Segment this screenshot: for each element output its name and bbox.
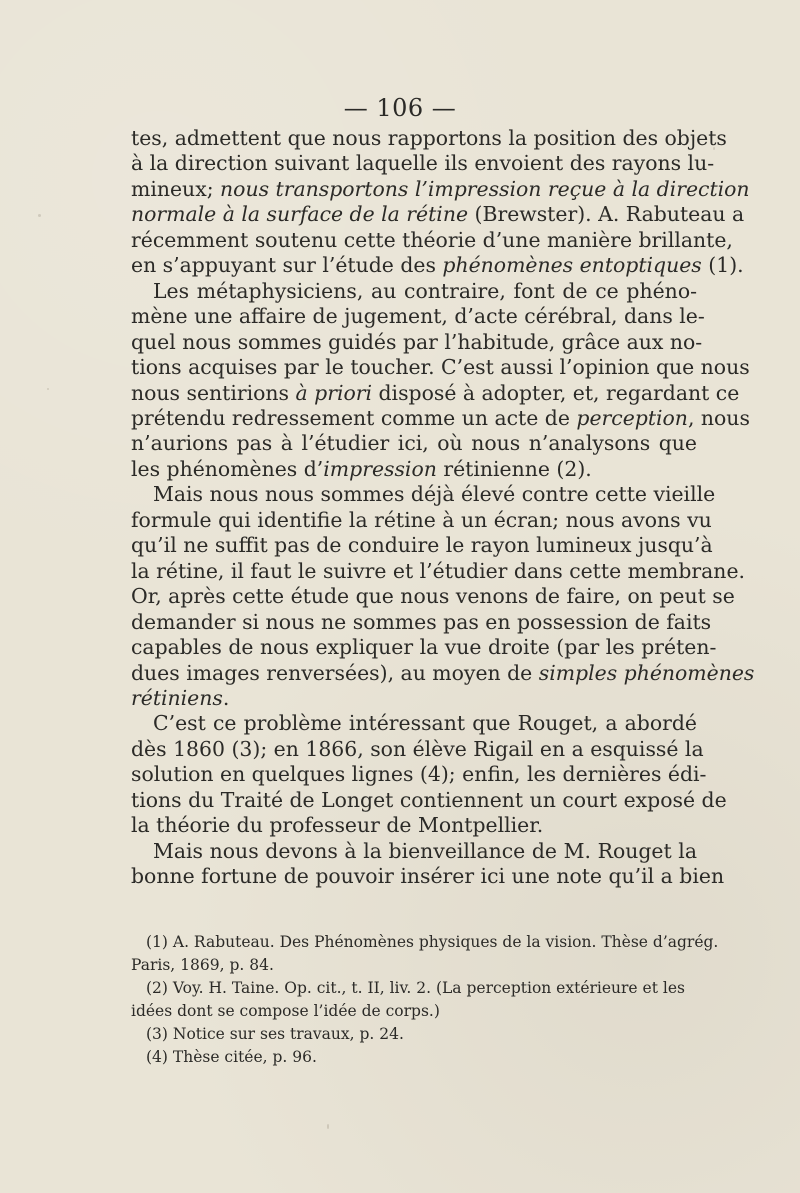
text-line [131,558,745,584]
text-segment: rétinienne (2). [436,456,592,481]
footnotes [131,931,719,1069]
text-segment: (Brewster). A. Rabuteau a [468,202,745,227]
body-text [131,126,755,890]
text-segment: qu’il ne suffit pas de conduire le rayon lumineux jusqu’à [131,533,713,558]
text-line [131,202,745,227]
text-segment: dues images renversées), au moyen de [131,660,539,685]
text-segment: tions du Traité de Longet contiennent un court exposé de [131,787,727,812]
text-segment: en s’appuyant sur l’étude des [131,253,443,278]
text-line [131,380,740,406]
text-line [131,176,750,202]
text-line [131,482,716,507]
italic-text: rétiniens [131,685,223,710]
text-line [131,253,744,278]
text-segment: nous sentirions [131,380,296,405]
text-segment: demander si nous ne sommes pas en possession de faits [131,609,712,634]
text-line [131,151,715,176]
italic-text: phénomènes entoptiques [442,253,702,278]
paper-speck [327,1124,329,1129]
text-segment: Les métaphysiciens, au contraire, font de ce phéno- [153,278,697,303]
text-segment: prétendu redressement comme un acte de [131,405,577,430]
text-segment: bonne fortune de pouvoir insérer ici une note qu’il a bien [131,864,725,889]
text-segment: quel nous sommes guidés par l’habitude, grâce aux no- [131,329,703,354]
text-segment: les phénomènes d’ [131,456,324,481]
page-number: — 106 — [343,94,457,122]
paper-speck [47,388,49,390]
text-line [131,304,705,329]
text-segment: tions acquises par le toucher. C’est aussi l’opinion que nous [131,355,750,380]
text-segment: C’est ce problème intéressant que Rouget, a abordé [153,711,697,736]
footnote-line: idées dont se compose l’idée de corps.) [131,1002,440,1020]
text-line [131,711,697,736]
text-segment: solution en quelques lignes (4); enfin, les dernières édi- [131,762,707,787]
text-line [131,864,725,889]
text-segment: , nous [687,405,750,430]
italic-text: perception [576,405,688,430]
footnote-line: Paris, 1869, p. 84. [131,956,274,974]
text-segment: (1). [701,253,744,278]
text-line [131,635,717,660]
italic-text: impression [323,456,437,481]
text-segment: tes, admettent que nous rapportons la position des objets [131,126,727,150]
text-segment: n’aurions pas à l’étudier ici, où nous n’analysons que [131,431,697,456]
text-segment: mène une affaire de jugement, d’acte cérébral, dans le- [131,304,705,329]
text-segment: la rétine, il faut le suivre et l’étudier dans cette membrane. [131,558,745,583]
text-line [131,660,755,686]
text-line [131,609,712,635]
text-line [131,762,707,787]
text-segment: disposé à adopter, et, regardant ce [372,380,740,405]
italic-text: nous transportons l’impression reçue à la direction [220,176,750,201]
paper-speck [713,147,715,150]
text-segment: la théorie du professeur de Montpellier. [131,813,544,838]
footnote-line: (2) Voy. H. Taine. Op. cit., t. II, liv. 2. (La perception extérieure et les [146,979,685,997]
text-segment: capables de nous expliquer la vue droite (par les préten- [131,635,717,660]
text-segment: formule qui identifie la rétine à un écran; nous avons vu [131,507,712,532]
text-line [131,813,697,838]
italic-text: simples phénomènes [538,660,755,685]
italic-text: normale à la surface de la rétine [131,202,469,227]
text-line [131,584,735,609]
text-segment: Mais nous nous sommes déjà élevé contre cette vieille [153,482,716,507]
paper-speck [38,214,41,217]
text-segment: dès 1860 (3); en 1866, son élève Rigail en a esquissé la [131,736,704,761]
italic-text: à priori [295,380,373,405]
text-line [131,787,727,813]
text-line [131,457,697,482]
text-segment: à la direction suivant laquelle ils envoient des rayons lu- [131,151,715,176]
footnote-line: (4) Thèse citée, p. 96. [146,1048,317,1066]
text-line [131,405,750,431]
text-line [131,279,697,304]
text-segment: mineux; [131,176,221,201]
text-line [131,686,697,711]
text-line [131,839,697,864]
text-line [131,329,703,355]
text-line [131,227,733,253]
text-segment: récemment soutenu cette théorie d’une manière brillante, [131,227,733,252]
footnote-line: (1) A. Rabuteau. Des Phénomènes physiques de la vision. Thèse d’agrég. [146,933,719,951]
footnote-line: (3) Notice sur ses travaux, p. 24. [146,1025,404,1043]
text-line [131,736,704,762]
text-segment: . [222,685,230,710]
text-line [131,431,697,456]
text-line [131,507,712,533]
text-segment: Or, après cette étude que nous venons de faire, on peut se [131,584,735,609]
text-line [131,126,727,151]
text-line [131,533,713,558]
text-segment: Mais nous devons à la bienveillance de M. Rouget la [153,838,697,863]
text-line [131,355,750,380]
